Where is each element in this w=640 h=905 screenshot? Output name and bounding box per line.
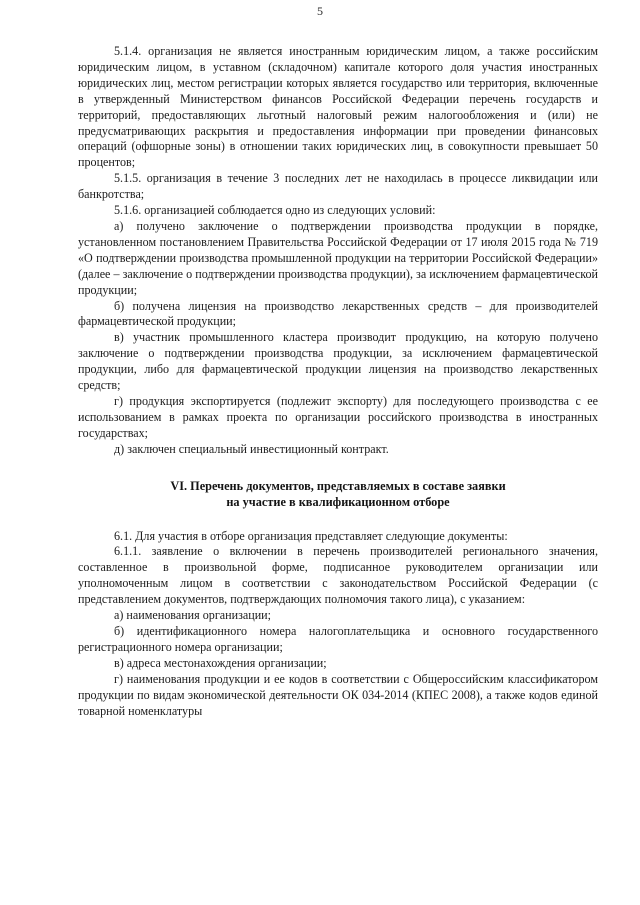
application-item-b: б) идентификационного номера налогоплательщика и основного государственного регистрационного номера организации;	[78, 624, 598, 654]
section-heading-line-2: на участие в квалификационном отборе	[226, 494, 450, 509]
paragraph-5-1-5: 5.1.5. организация в течение 3 последних лет не находилась в процессе ликвидации или банкротства;	[78, 171, 598, 202]
paragraph-5-1-4: 5.1.4. организация не является иностранным юридическим лицом, а также российским юридическим лицом, в уставном (складочном) капитале которого доля участия иностранных юридических лиц, местом регистрации которых является государство или территория, включенные в утвержденный Министерством финансов Российской Федерации перечень государств и территорий, предоставляющих льготный налоговый режим налогообложения и (или) не предусматривающих раскрытия и предоставления информации при проведении финансовых операций (офшорные зоны) в отношении таких юридических лиц, в совокупности превышает 50 процентов;	[78, 44, 598, 170]
application-item-v: в) адреса местонахождения организации;	[114, 655, 327, 670]
condition-item-d: д) заключен специальный инвестиционный контракт.	[114, 441, 389, 456]
section-heading	[78, 478, 598, 510]
condition-item-g: г) продукция экспортируется (подлежит экспорту) для последующего производства с ее использованием в рамках проекта по организации российского производства в иностранных государствах;	[78, 393, 598, 440]
page-number: 5	[317, 4, 323, 18]
condition-item-a: а) получено заключение о подтверждении производства продукции в порядке, установленном постановлением Правительства Российской Федерации от 17 июля 2015 года № 719 «О подтверждении производства промышленной продукции на территории Российской Федерации» (далее – заключение о подтверждении производства продукции), за исключением фармацевтической продукции;	[78, 218, 598, 297]
paragraph-6-1: 6.1. Для участия в отборе организация представляет следующие документы:	[114, 528, 508, 543]
document-body	[78, 44, 598, 719]
application-item-g: г) наименования продукции и ее кодов в соответствии с Общероссийским классификатором продукции по видам экономической деятельности ОК 034-2014 (КПЕС 2008), а также кодов единой товарной номенклатуры	[78, 671, 598, 718]
application-item-a: а) наименования организации;	[114, 608, 272, 623]
section-heading-line-1: VI. Перечень документов, представляемых в составе заявки	[170, 478, 506, 493]
condition-item-b: б) получена лицензия на производство лекарственных средств – для производителей фармацевтической продукции;	[78, 298, 598, 329]
paragraph-5-1-6: 5.1.6. организацией соблюдается одно из следующих условий:	[114, 203, 436, 218]
paragraph-6-1-1: 6.1.1. заявление о включении в перечень производителей регионального значения, составленное в произвольной форме, подписанное руководителем организации или уполномоченным лицом в соответствии с законодательством Российской Федерации (с представлением документов, подтверждающих полномочия такого лица), с указанием:	[78, 544, 598, 607]
condition-item-v: в) участник промышленного кластера производит продукцию, на которую получено заключение о подтверждении производства продукции, за исключением фармацевтической продукции, либо для фармацевтической продукции лицензия на производство лекарственных средств;	[78, 330, 598, 393]
